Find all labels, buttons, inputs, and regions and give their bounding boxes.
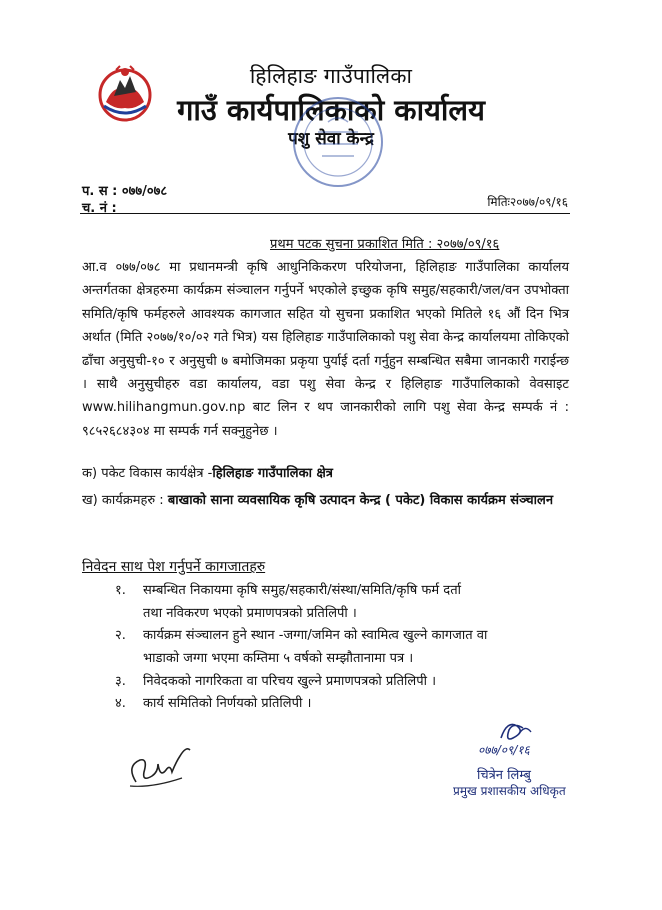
document-number: २.: [115, 628, 126, 643]
officer-title: प्रमुख प्रशासकीय अधिकृत: [453, 784, 566, 798]
document-text: सम्बन्धित निकायमा कृषि समुह/सहकारी/संस्था/समिति/कृषि फर्म दर्ता: [143, 583, 461, 598]
reference-number: प. स : ०७७/०७८: [82, 184, 168, 199]
document-text: निवेदकको नागरिकता वा परिचय खुल्ने प्रमाणपत्रको प्रतिलिपी ।: [143, 674, 437, 689]
document-item: [115, 624, 569, 670]
item-pocket-area: [82, 463, 333, 481]
signature-date: ०७७/०९/१६: [478, 743, 530, 757]
document-text-cont: तथा नविकरण भएको प्रमाणपत्रको प्रतिलिपी ।: [143, 606, 357, 621]
publish-date-line: प्रथम पटक सुचना प्रकाशित मिति : २०७७/०९/१६: [270, 237, 500, 252]
dispatch-number: च. नं :: [82, 201, 117, 216]
officer-name: चित्रेन लिम्बु: [477, 768, 531, 783]
letter-date: मितिः२०७७/०९/१६: [487, 195, 568, 209]
document-number: ४.: [115, 696, 126, 711]
office-title: गाउँ कार्यपालिकाको कार्यालय: [177, 93, 485, 127]
left-signature-icon: [122, 738, 202, 793]
office-stamp-icon: [282, 92, 392, 192]
document-item: [115, 579, 569, 625]
item-b-label: ख) कार्यक्रमहरु :: [82, 493, 164, 508]
document-number: १.: [115, 583, 126, 598]
office-name: हिलिहाङ गाउँपालिका: [249, 64, 413, 88]
item-a-value: हिलिहाङ गाउँपालिका क्षेत्र: [212, 466, 333, 481]
document-text: कार्यक्रम संञ्चालन हुने स्थान -जग्गा/जमिन को स्वामित्व खुल्ने कागजात वा: [143, 628, 488, 643]
document-item: [115, 692, 569, 715]
header-divider: [80, 213, 570, 214]
item-a-label: क) पकेट विकास कार्यक्षेत्र -: [82, 466, 213, 481]
document-number: ३.: [115, 674, 126, 689]
item-programs: [82, 489, 569, 512]
document-item: [115, 670, 569, 693]
documents-heading: निवेदन साथ पेश गर्नुपर्ने कागजातहरु: [82, 559, 266, 575]
item-b-value: बाखाको साना व्यवसायिक कृषि उत्पादन केन्द्र ( पकेट) विकास कार्यक्रम संञ्चालन: [167, 493, 554, 508]
office-subtitle: पशु सेवा केन्द्र: [288, 129, 374, 149]
document-text: कार्य समितिको निर्णयको प्रतिलिपी ।: [143, 696, 312, 711]
document-text-cont: भाडाको जग्गा भएमा कम्तिमा ५ वर्षको सम्झौतानामा पत्र ।: [143, 651, 414, 666]
notice-body: आ.व ०७७/०७८ मा प्रधानमन्त्री कृषि आधुनिकिकरण परियोजना, हिलिहाङ गाउँपालिका कार्यालय अन्तर्गतका क्षेत्रहरुमा कार्यक्रम संञ्चालन गर्नुपर्ने भएकोले इच्छुक कृषि समुह/सहकारी/जल/वन उपभोक्ता समिति/कृषि फर्महरुले आवश्यक कागजात सहित यो सुचना प्रकाशित भएको मितिले १६ औं दिन भित्र अर्थात (मिति २०७७/१०/०२ गते भित्र) यस हिलिहाङ गाउँपालिकाको पशु सेवा केन्द्र कार्यालयमा तोकिएको ढाँचा अनुसुची-१० र अनुसुची ७ बमोजिमका प्रकृया पुर्याई दर्ता गर्नुहुन सम्बन्धित सबैमा जानकारी गराईन्छ । साथै अनुसुचीहरु वडा कार्यालय, वडा पशु सेवा केन्द्र र हिलिहाङ गाउँपालिकाको वेवसाइट www.hilihangmun.gov.np बाट लिन र थप जानकारीको लागि पशु सेवा केन्द्र सम्पर्क नं : ९८५२६८४३०४ मा सम्पर्क गर्न सक्नुहुनेछ ।: [82, 260, 569, 439]
